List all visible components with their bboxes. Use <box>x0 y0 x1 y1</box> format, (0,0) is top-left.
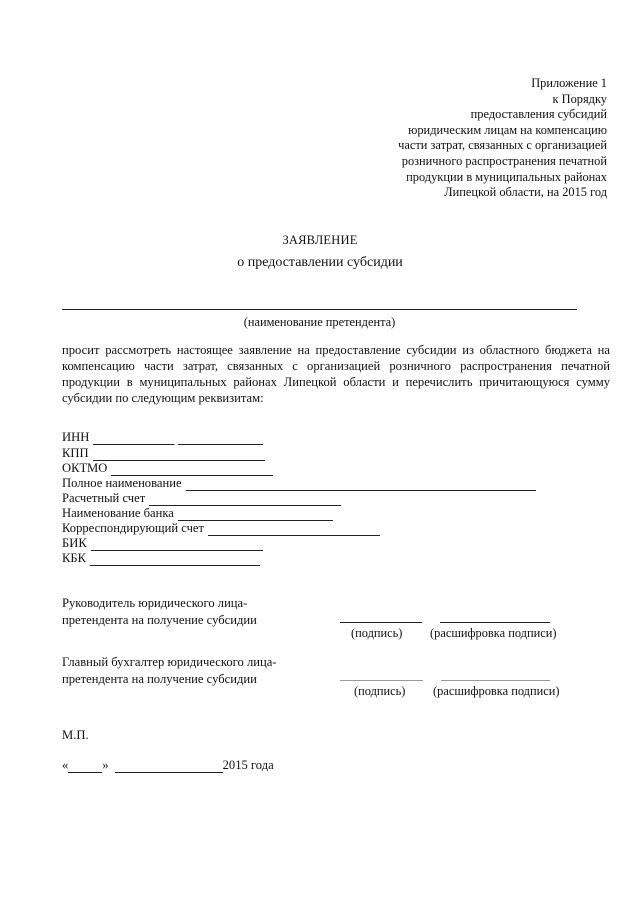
requisite-blank <box>93 434 263 445</box>
requisite-account <box>62 491 341 506</box>
stamp-place-label: М.П. <box>62 728 89 742</box>
requisite-bank <box>62 506 333 521</box>
requisite-full-name <box>62 476 536 491</box>
accountant-sign-caption: (подпись) <box>354 684 406 698</box>
requisite-label: Наименование банка <box>62 506 174 520</box>
requisite-blank <box>91 539 263 551</box>
requisite-blank <box>111 464 273 476</box>
requisite-bik <box>62 536 263 551</box>
requisite-oktmo <box>62 461 273 476</box>
requisite-label: Расчетный счет <box>62 491 146 505</box>
requisite-blank <box>149 494 341 506</box>
requisite-label: Полное наименование <box>62 476 182 490</box>
requisite-corr-account <box>62 521 380 536</box>
requisite-blank <box>208 524 380 536</box>
document-subtitle: о предоставлении субсидии <box>237 255 403 270</box>
requisite-blank <box>186 479 536 491</box>
requisite-inn <box>62 430 263 445</box>
head-signature-label-line: претендента на получение субсидии <box>62 612 257 627</box>
appendix-line: юридическим лицам на компенсацию <box>408 122 607 137</box>
request-paragraph: просит рассмотреть настоящее заявление на предоставление субсидии из областного бюджета на компенсацию части затрат, связанных с организацией розничного распространения печатной продукции в муниципальных районах Липецкой области и перечислить причитающуюся сумму субсидии по следующим реквизитам: <box>62 343 610 405</box>
date-open-quote: « <box>62 758 69 772</box>
requisite-kpp <box>62 446 265 461</box>
accountant-signature-label <box>62 654 277 687</box>
date-day-blank <box>68 761 102 773</box>
head-decode-caption: (расшифровка подписи) <box>430 626 557 640</box>
appendix-line: части затрат, связанных с организацией <box>398 138 607 153</box>
applicant-name-line <box>62 309 577 310</box>
appendix-line: Приложение 1 <box>531 76 607 90</box>
appendix-line: Липецкой области, на 2015 год <box>444 185 607 200</box>
appendix-line: розничного распространения печатной <box>401 153 607 168</box>
requisite-blank <box>93 449 265 461</box>
requisite-label: ОКТМО <box>62 461 108 475</box>
date-month-blank <box>115 761 223 773</box>
date-close-quote: » <box>102 758 109 772</box>
accountant-decode-caption: (расшифровка подписи) <box>433 684 560 698</box>
head-signature-label <box>62 595 257 628</box>
accountant-signature-label-line: претендента на получение субсидии <box>62 671 257 686</box>
requisite-label: Корреспондирующий счет <box>62 521 205 535</box>
requisite-blank <box>178 509 333 521</box>
appendix-line: к Порядку <box>552 91 607 106</box>
date-field <box>62 758 274 773</box>
date-year-text: 2015 года <box>222 758 274 772</box>
requisite-kbk <box>62 551 260 566</box>
requisite-label: КПП <box>62 446 89 460</box>
head-decode-line <box>440 622 550 623</box>
head-sign-caption: (подпись) <box>351 626 403 640</box>
appendix-line: предоставления субсидий <box>470 107 607 122</box>
document-title: ЗАЯВЛЕНИЕ <box>282 233 358 247</box>
appendix-header <box>398 76 607 201</box>
accountant-decode-line <box>441 680 550 681</box>
requisite-label: БИК <box>62 536 87 550</box>
requisite-label: ИНН <box>62 430 90 444</box>
requisite-label: КБК <box>62 551 87 565</box>
head-signature-label-line: Руководитель юридического лица- <box>62 596 248 610</box>
accountant-signature-label-line: Главный бухгалтер юридического лица- <box>62 655 277 669</box>
appendix-line: продукции в муниципальных районах <box>406 169 607 184</box>
applicant-name-caption: (наименование претендента) <box>243 315 396 329</box>
accountant-sign-line <box>340 680 423 681</box>
requisite-blank <box>90 554 260 566</box>
head-sign-line <box>340 622 422 623</box>
